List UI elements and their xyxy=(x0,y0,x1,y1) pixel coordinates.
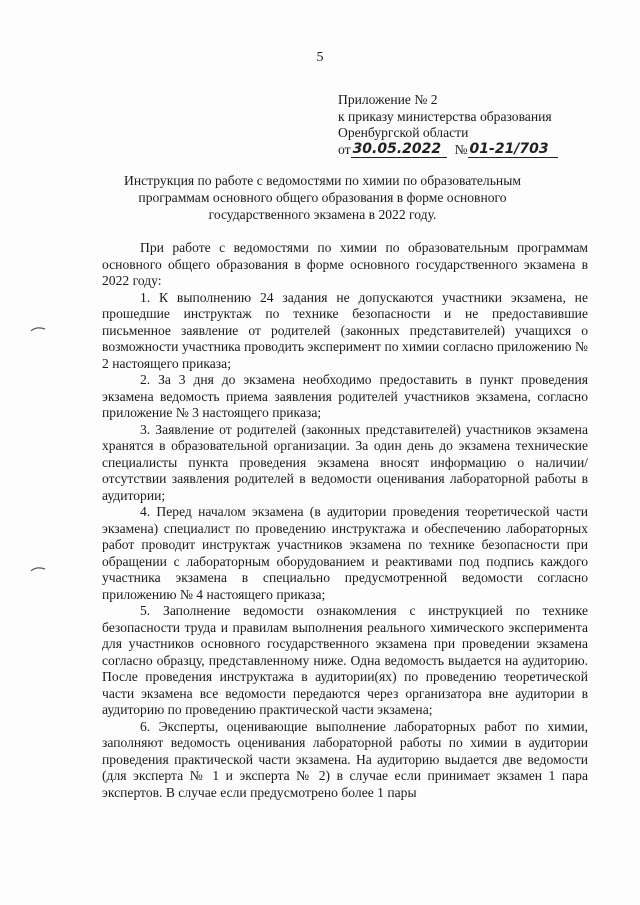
paragraph-item-5: 5. Заполнение ведомости ознакомления с инструкцией по технике безопасности труда и правилам выполнения реального химического эксперимента для участников основного государственного экзамена при проведении экзамена согласно образцу, представленному ниже. Одна ведомость выдается на аудиторию. После проведения инструктажа в аудитории(ях) по проведению теоретической части экзамена все ведомости передаются через организатора вне аудитории в аудиторию по проведению практической части экзамена; xyxy=(102,603,588,717)
margin-scan-mark xyxy=(30,566,46,572)
intro-paragraph: При работе с ведомостями по химии по образовательным программам основного общего образования в форме основного государственного экзамена в 2022 году: xyxy=(102,240,588,288)
paragraph-item-3: 3. Заявление от родителей (законных представителей) участников экзамена хранятся в образовательной организации. За один день до экзамена технические специалисты пункта проведения экзамена вносят информацию о наличии/отсутствии заявления родителей в ведомости оценивания лабораторной работы в аудитории; xyxy=(102,421,588,503)
appendix-date-number-line xyxy=(338,142,608,159)
instruction-body xyxy=(102,240,588,801)
paragraph-item-2: 2. За 3 дня до экзамена необходимо предоставить в пункт проведения экзамена ведомость приема заявления родителей участников экзамена, согласно приложение № 3 настоящего приказа; xyxy=(102,372,588,420)
handwritten-date: 30.05.2022 xyxy=(351,142,447,158)
handwritten-number: 01-21/703 xyxy=(468,142,558,158)
appendix-title: Приложение № 2 xyxy=(338,92,438,107)
paragraph-item-1: 1. К выполнению 24 задания не допускаются участники экзамена, не прошедшие инструктаж по технике безопасности и не предоставившие письменное заявление от родителей (законных представителей) учащихся о возможности участника проводить эксперимент по химии согласно приложению № 2 настоящего приказа; xyxy=(102,289,588,371)
appendix-header xyxy=(338,92,608,158)
appendix-region: Оренбургской области xyxy=(338,125,469,140)
margin-scan-mark xyxy=(30,326,46,332)
from-prefix: от xyxy=(338,141,351,157)
page-number: 5 xyxy=(316,50,324,65)
number-label: № xyxy=(454,141,468,157)
paragraph-item-4: 4. Перед началом экзамена (в аудитории проведения теоретической части экзамена) специалист по проведению инструктажа и обеспечению лабораторных работ проводит инструктаж участников экзамена по технике безопасности при обращении с лабораторным оборудованием и реактивами под подпись каждого участника экзамена в специально предусмотренной ведомости согласно приложению № 4 настоящего приказа; xyxy=(102,504,588,602)
appendix-order-ref: к приказу министерства образования xyxy=(338,108,552,124)
paragraph-item-6: 6. Эксперты, оценивающие выполнение лабораторных работ по химии, заполняют ведомость оценивания лабораторной работы по химии в аудитории проведения практической части экзамена. На аудиторию выдается две ведомости (для эксперта № 1 и эксперта № 2) в случае если принимает экзамен 1 пара экспертов. В случае если предусмотрено более 1 пары xyxy=(102,718,588,800)
instruction-title: Инструкция по работе с ведомостями по химии по образовательным программам основного общего образования в форме основного государственного экзамена в 2022 году. xyxy=(124,173,521,222)
